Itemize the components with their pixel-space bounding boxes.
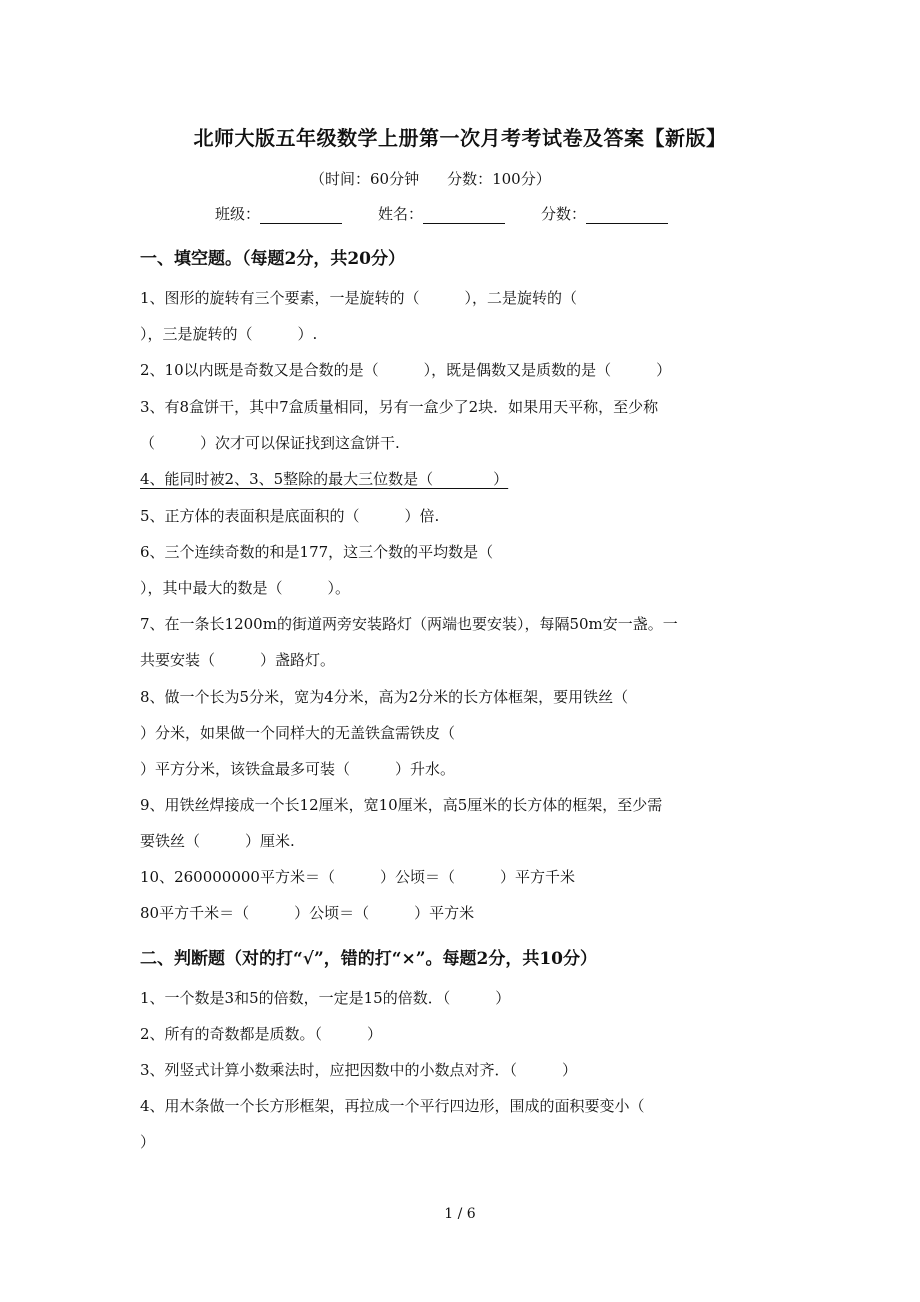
question-line: 2、所有的奇数都是质数。（ ） xyxy=(140,1025,383,1043)
question-line: 6、三个连续奇数的和是177，这三个数的平均数是（ xyxy=(140,543,494,561)
question-line: 5、正方体的表面积是底面积的（ ）倍. xyxy=(140,507,440,525)
question-line: ），三是旋转的（ ）. xyxy=(140,325,318,343)
page-number: 1 / 6 xyxy=(444,1206,476,1222)
name-blank xyxy=(423,207,505,224)
question-line: 9、用铁丝焊接成一个长12厘米，宽10厘米，高5厘米的长方体的框架，至少需 xyxy=(140,796,663,814)
question-line: 1、一个数是3和5的倍数，一定是15的倍数．（ ） xyxy=(140,989,511,1007)
document-title: 北师大版五年级数学上册第一次月考考试卷及答案【新版】 xyxy=(193,126,727,150)
section-heading-fill-blank: 一、填空题。（每题2分，共20分） xyxy=(140,249,405,269)
question-line: ）平方分米，该铁盒最多可装（ ）升水。 xyxy=(140,760,456,778)
name-label: 姓名： xyxy=(378,205,424,223)
exam-meta xyxy=(310,168,551,189)
question-line: 共要安装（ ）盏路灯。 xyxy=(140,651,336,669)
question-line: 要铁丝（ ）厘米. xyxy=(140,832,295,850)
question-line: 8、做一个长为5分米，宽为4分米，高为2分米的长方体框架，要用铁丝（ xyxy=(140,688,629,706)
question-line: 2、10以内既是奇数又是合数的是（ ），既是偶数又是质数的是（ ） xyxy=(140,361,672,379)
student-info-row xyxy=(215,203,668,224)
class-label: 班级： xyxy=(215,205,261,223)
question-line: 80平方千米＝（ ）公顷＝（ ）平方米 xyxy=(140,904,475,922)
score-label: 分数： xyxy=(541,205,587,223)
question-line: 7、在一条长1200m的街道两旁安装路灯（两端也要安装），每隔50m安一盏。一 xyxy=(140,615,678,633)
question-line: ），其中最大的数是（ ）。 xyxy=(140,579,351,597)
exam-time: （时间：60分钟 xyxy=(310,170,420,188)
exam-total-score: 分数：100分） xyxy=(447,170,551,188)
section-heading-true-false: 二、判断题（对的打“√”，错的打“×”。每题2分，共10分） xyxy=(140,949,598,969)
question-line: 3、有8盒饼干，其中7盒质量相同，另有一盒少了2块．如果用天平称，至少称 xyxy=(140,398,659,416)
question-line: 3、列竖式计算小数乘法时，应把因数中的小数点对齐．（ ） xyxy=(140,1061,578,1079)
question-line: ） xyxy=(140,1133,156,1151)
question-line: （ ）次才可以保证找到这盒饼干. xyxy=(140,434,400,452)
question-line-underlined: 4、能同时被2、3、5整除的最大三位数是（ ） xyxy=(140,470,509,488)
class-blank xyxy=(260,207,342,224)
score-blank xyxy=(586,207,668,224)
question-line: 1、图形的旋转有三个要素，一是旋转的（ ），二是旋转的（ xyxy=(140,289,578,307)
question-line: 4、用木条做一个长方形框架，再拉成一个平行四边形，围成的面积要变小（ xyxy=(140,1097,645,1115)
question-line: ）分米，如果做一个同样大的无盖铁盒需铁皮（ xyxy=(140,724,456,742)
question-line: 10、260000000平方米＝（ ）公顷＝（ ）平方千米 xyxy=(140,868,575,886)
